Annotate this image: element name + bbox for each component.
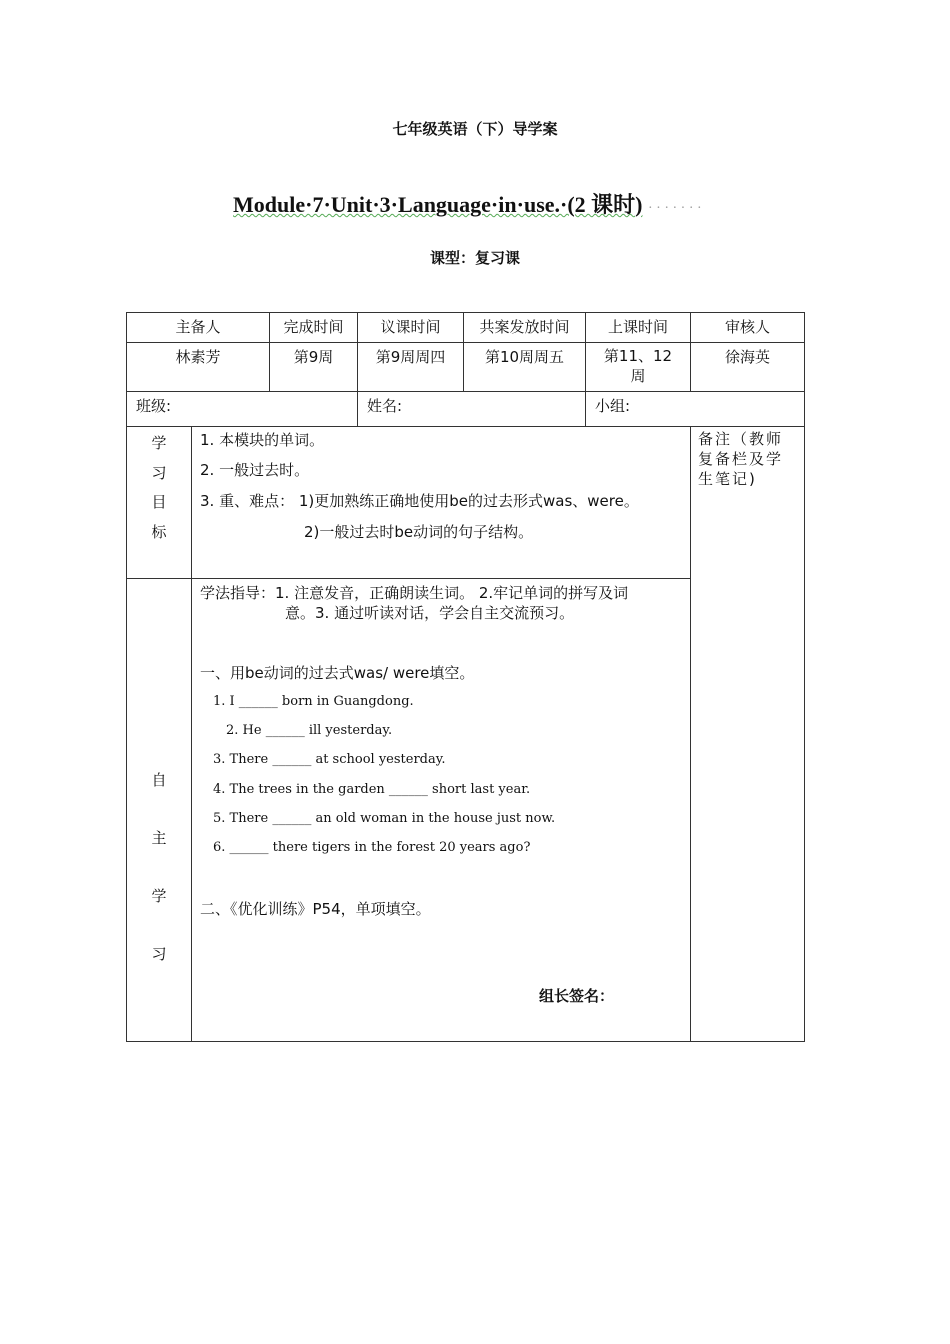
- question: 2. He ______ ill yesterday.: [226, 723, 393, 738]
- remarks-column: 备注（教师复备栏及学生笔记): [690, 426, 805, 1042]
- module-title-text: Module·7·Unit·3·Language·in·use.·(2 课时): [233, 192, 643, 217]
- value-reviewer: 徐海英: [690, 342, 805, 392]
- question: 4. The trees in the garden ______ short last year.: [213, 782, 531, 797]
- document-title: 七年级英语（下）导学案: [392, 120, 558, 138]
- value-preparer: 林素芳: [126, 342, 270, 392]
- goal-item: 3. 重、难点： 1)更加熟练正确地使用be的过去形式was、were。: [200, 492, 639, 510]
- goals-label-text: [127, 429, 191, 547]
- header-discussion: 议课时间: [357, 312, 464, 343]
- value-distribution: 第10周周五: [463, 342, 586, 392]
- self-study-content: [191, 578, 691, 1042]
- question: 1. I ______ born in Guangdong.: [213, 694, 414, 709]
- label-char: 自: [151, 771, 167, 789]
- label-char: 习: [151, 945, 167, 963]
- question: 3. There ______ at school yesterday.: [213, 752, 446, 767]
- goal-item: 2)一般过去时be动词的句子结构。: [304, 523, 534, 541]
- header-completion: 完成时间: [269, 312, 358, 343]
- value-discussion: 第9周周四: [357, 342, 464, 392]
- group-leader-signature[interactable]: 组长签名：: [539, 987, 615, 1005]
- class-field[interactable]: 班级:: [126, 391, 358, 427]
- goal-item: 2. 一般过去时。: [200, 461, 310, 479]
- section1-heading: 一、用be动词的过去式was/ were填空。: [200, 664, 475, 682]
- label-char: 主: [151, 829, 167, 847]
- self-study-label: [126, 578, 192, 1042]
- label-char: 习: [151, 463, 167, 482]
- goals-content: [191, 426, 691, 579]
- self-study-label-text: [127, 751, 191, 983]
- header-preparer: 主备人: [126, 312, 270, 343]
- header-reviewer: 审核人: [690, 312, 805, 343]
- name-field[interactable]: 姓名:: [357, 391, 586, 427]
- header-distribution: 共案发放时间: [463, 312, 586, 343]
- goals-label: [126, 426, 192, 579]
- label-char: 学: [151, 887, 167, 905]
- header-class-time: 上课时间: [585, 312, 691, 343]
- label-char: 标: [151, 522, 167, 541]
- dots: · · · · · · ·: [648, 201, 702, 216]
- section2-heading: 二、《优化训练》P54，单项填空。: [200, 900, 431, 918]
- question: 6. ______ there tigers in the forest 20 years ago?: [213, 840, 531, 855]
- value-class-time: 第11、12 周: [585, 342, 691, 392]
- group-field[interactable]: 小组:: [585, 391, 805, 427]
- module-title: [233, 188, 702, 219]
- label-char: 目: [151, 493, 167, 511]
- label-char: 学: [151, 434, 167, 452]
- lesson-type: 课型：复习课: [429, 249, 520, 267]
- question: 5. There ______ an old woman in the house just now.: [213, 811, 556, 826]
- goal-item: 1. 本模块的单词。: [200, 431, 325, 449]
- study-guide-line2: 意。3. 通过听读对话，学会自主交流预习。: [285, 604, 575, 622]
- study-guide-line1: 学法指导：1. 注意发音，正确朗读生词。 2.牢记单词的拼写及词: [200, 584, 629, 602]
- value-completion: 第9周: [269, 342, 358, 392]
